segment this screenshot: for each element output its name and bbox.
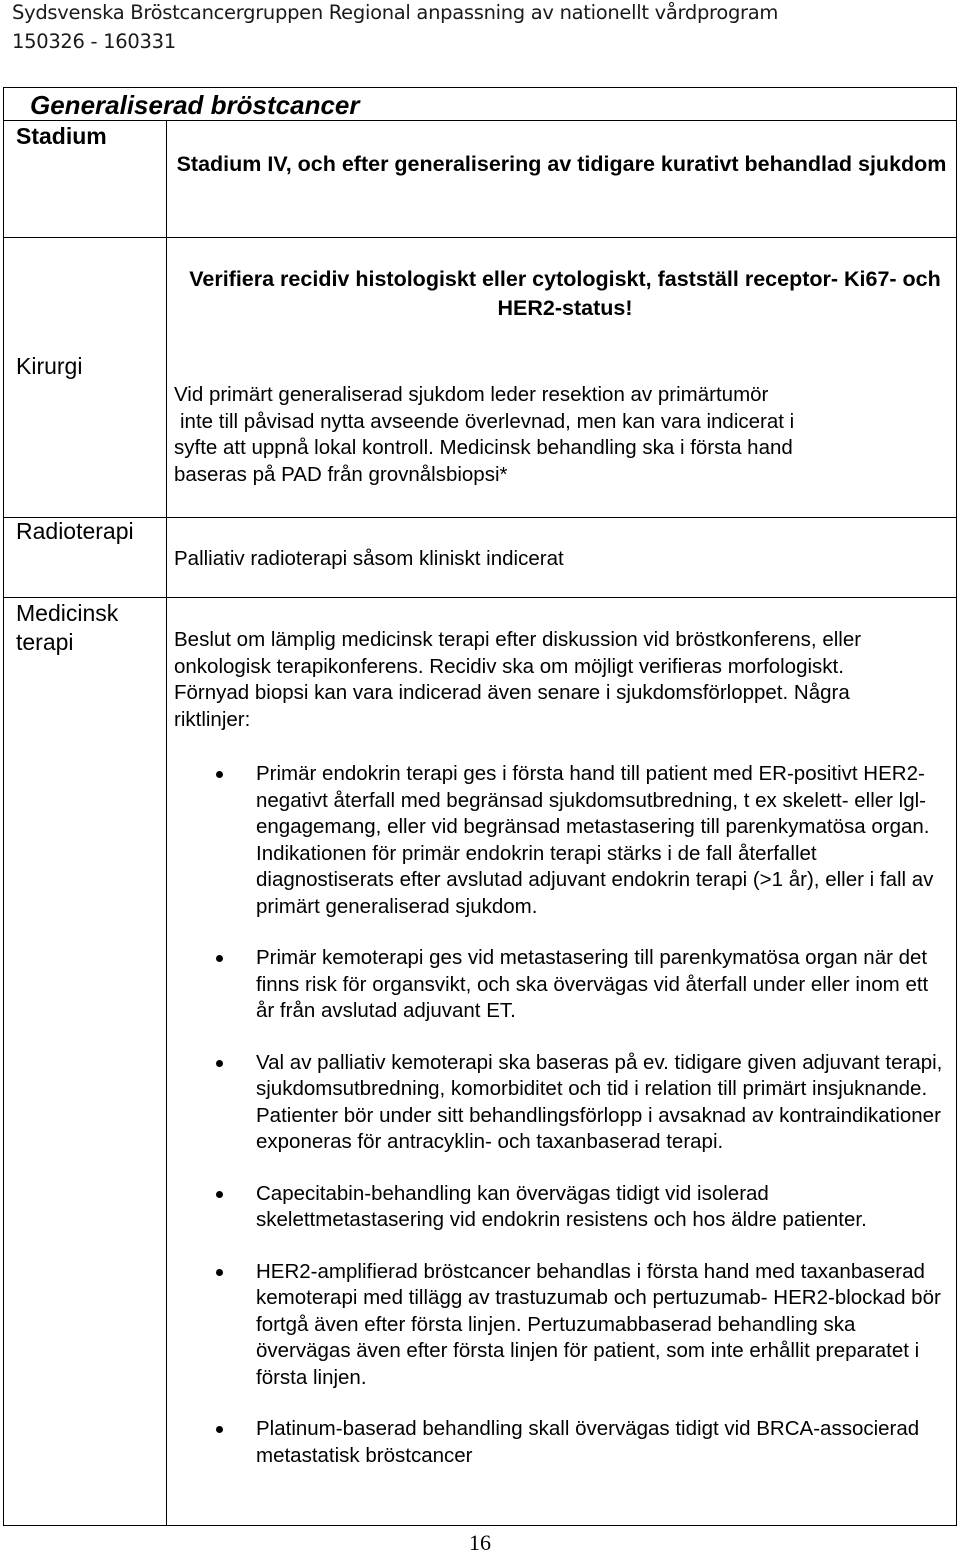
- list-item-text: Val av palliativ kemoterapi ska baseras på ev. tidigare given adjuvant terapi, sjukdomsutbredning, komorbiditet och tid i relation till primärt insjuknande. Patienter bör under sitt behandlingsförlopp i avsaknad av kontraindikationer exponeras för antracyklin- och taxanbaserad terapi.: [256, 1050, 943, 1153]
- bullet-icon: [216, 1191, 223, 1198]
- title-row: [3, 87, 957, 121]
- medicinsk-line: riktlinjer:: [174, 707, 251, 731]
- list-item: [214, 1416, 952, 1469]
- bullet-icon: [216, 1269, 223, 1276]
- medicinsk-terapi-text: [174, 627, 949, 733]
- treatment-table: [3, 120, 957, 1526]
- kirurgi-line: inte till påvisad nytta avseende överlevnad, men kan vara indicerat i: [180, 409, 795, 433]
- kirurgi-line: syfte att uppnå lokal kontroll. Medicinsk behandling ska i första hand: [174, 436, 793, 459]
- bullet-icon: [216, 1060, 223, 1067]
- bullet-icon: [216, 955, 223, 962]
- kirurgi-line: Vid primärt generaliserad sjukdom leder resektion av primärtumör: [174, 383, 769, 406]
- list-item-text: Primär kemoterapi ges vid metastasering till parenkymatösa organ när det finns risk för organsvikt, och ska övervägas vid återfall under eller inom ett år från avslutad adjuvant ET.: [256, 946, 929, 1022]
- radioterapi-text: Palliativ radioterapi såsom kliniskt indicerat: [174, 547, 564, 570]
- bullet-icon: [216, 1426, 223, 1433]
- list-item: [214, 1050, 952, 1156]
- radioterapi-label: Radioterapi: [16, 518, 134, 544]
- list-item: [214, 1181, 952, 1234]
- list-item: [214, 761, 952, 920]
- list-item-text: Capecitabin-behandling kan övervägas tidigt vid isolerad skelettmetastasering vid endokrin resistens och hos äldre patienter.: [256, 1181, 867, 1231]
- page-number: 16: [469, 1530, 491, 1555]
- verify-text: Verifiera recidiv histologiskt eller cytologiskt, fastställ receptor- Ki67- och HER2-status!: [189, 267, 941, 320]
- row-divider: [4, 597, 956, 598]
- list-item: [214, 945, 952, 1025]
- medicinsk-label-line: Medicinsk: [16, 600, 119, 626]
- kirurgi-text: [174, 382, 949, 488]
- list-item: [214, 1259, 952, 1392]
- header-title: Sydsvenska Bröstcancergruppen Regional anpassning av nationellt vårdprogram: [12, 1, 779, 24]
- guideline-list: [214, 761, 952, 1494]
- medicinsk-line: Förnyad biopsi kan vara indicerad även senare i sjukdomsförloppet. Några: [174, 681, 850, 704]
- page-title: Generaliserad bröstcancer: [30, 90, 360, 120]
- medicinsk-line: onkologisk terapikonferens. Recidiv ska om möjligt verifieras morfologiskt.: [174, 654, 844, 678]
- stadium-label: Stadium: [16, 123, 107, 149]
- medicinsk-terapi-label: [16, 599, 118, 657]
- stadium-text: Stadium IV, och efter generalisering av tidigare kurativt behandlad sjukdom: [176, 152, 947, 176]
- kirurgi-label: Kirurgi: [16, 353, 83, 379]
- column-divider: [166, 121, 167, 1525]
- medicinsk-label-line: terapi: [16, 629, 74, 655]
- document-header: [12, 0, 778, 56]
- medicinsk-line: Beslut om lämplig medicinsk terapi efter diskussion vid bröstkonferens, eller: [174, 628, 862, 651]
- bullet-icon: [216, 771, 223, 778]
- list-item-text: Primär endokrin terapi ges i första hand till patient med ER-positivt HER2-negativt återfall med begränsad sjukdomsutbredning, t ex skelett- eller lgl-engagemang, eller vid begränsad metastasering till parenkymatösa organ. Indikationen för primär endokrin terapi stärks i de fall återfallet diagnostiserats efter avslutad adjuvant endokrin terapi (>1 år), eller i fall av primärt generaliserad sjukdom.: [256, 762, 934, 918]
- list-item-text: Platinum-baserad behandling skall övervägas tidigt vid BRCA-associerad metastatisk bröstcancer: [256, 1417, 920, 1467]
- row-divider: [4, 517, 956, 518]
- header-date-range: 150326 - 160331: [12, 30, 176, 53]
- row-divider: [4, 237, 956, 238]
- kirurgi-line: baseras på PAD från grovnålsbiopsi*: [174, 462, 508, 486]
- list-item-text: HER2-amplifierad bröstcancer behandlas i första hand med taxanbaserad kemoterapi med tillägg av trastuzumab och pertuzumab- HER2-blockad bör fortgå även efter första linjen. Pertuzumabbaserad behandling ska övervägas även efter första linjen för patient, som inte erhållit preparatet i första linjen.: [256, 1259, 941, 1389]
